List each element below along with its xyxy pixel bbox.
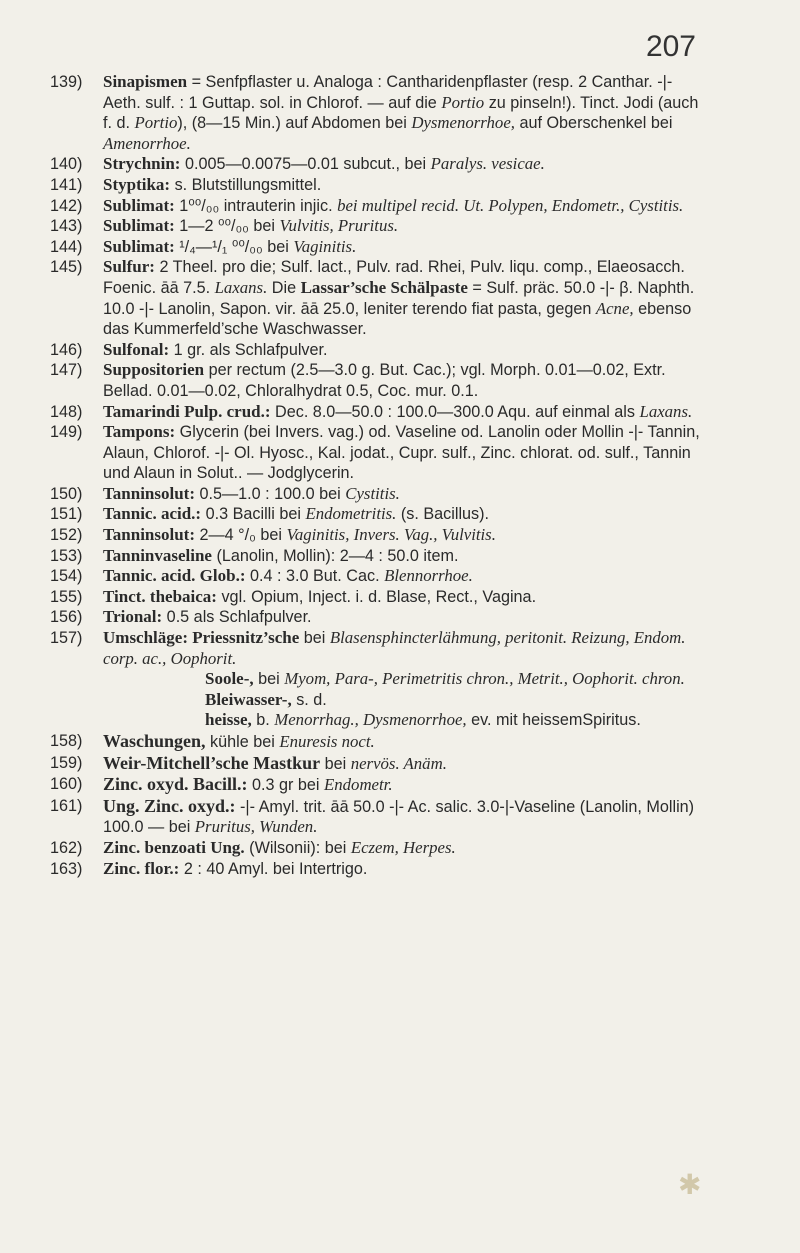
entry (50, 340, 710, 361)
entry-number: 160) (50, 775, 83, 794)
entry-number: 154) (50, 567, 83, 586)
entry-text: = Senfpflaster u. Analoga : Cantharidenpflaster (resp. 2 Canthar. -|- Aeth. sulf. : 1 Guttap. sol. in Chlorof. — auf die (103, 73, 673, 112)
entry (50, 402, 710, 423)
entry (50, 796, 710, 838)
entry (50, 859, 710, 880)
sub-entry (50, 710, 710, 731)
entry-italic-text: Portio (441, 92, 485, 112)
entry-term: Trional: (103, 607, 163, 627)
entry-term: Styptika: (103, 174, 171, 194)
entry-italic-text: Myom, Para-, Perimetritis chron., Metrit., Oophorit. chron. (284, 669, 685, 689)
entry-term: Tanninsolut: (103, 525, 195, 545)
entry-number: 146) (50, 340, 83, 359)
entry-term: Lassar’sche Schälpaste (300, 277, 468, 297)
entry-text: vgl. Opium, Inject. i. d. Blase, Rect., Vagina. (216, 587, 537, 606)
entry-number: 150) (50, 484, 83, 503)
entry-italic-text: nervös. Anäm. (350, 753, 447, 773)
entry-term: Sinapismen (103, 72, 188, 91)
entry-number: 151) (50, 505, 83, 524)
entry (50, 360, 710, 401)
entry-text: 2 Theel. pro die; Sulf. lact., Pulv. rad. Rhei, Pulv. liqu. comp., Elaeosacch. Foenic. āā 7.5. (103, 258, 685, 297)
entry-text: (s. Bacillus). (396, 505, 490, 524)
entry-list (50, 72, 710, 879)
entry-term: Tamarindi Pulp. crud.: (103, 401, 271, 421)
entry-text: kühle bei (205, 733, 280, 751)
entry-number: 159) (50, 753, 83, 772)
entry-term: Tanninvaseline (103, 545, 212, 565)
entry-term: Strychnin: (103, 154, 181, 174)
ink-mark-icon: ✱ (678, 1170, 702, 1201)
entry-text: (Lanolin, Mollin): 2—4 : 50.0 item. (211, 546, 459, 565)
entry-text: 0.4 : 3.0 But. Cac. (245, 567, 385, 586)
entry-italic-text: Endometr. (324, 775, 393, 795)
entry-italic-text: Endometritis. (305, 504, 397, 524)
entry-term: Bleiwasser-, (205, 689, 292, 709)
entry-text: (Wilsonii): bei (244, 838, 351, 857)
entry-italic-text: Pruritus, Wunden. (194, 817, 318, 837)
entry-text: 1⁰⁰/₀₀ intrauterin injic. (174, 196, 338, 215)
entry-text: 2—4 °/₀ bei (194, 526, 287, 545)
entry-term: Tannic. acid.: (103, 504, 202, 524)
entry-text: = Sulf. präc. 50.0 -|- β. Naphth. 10.0 -|- Lanolin, Sapon. vir. āā 25.0, leniter terendo fiat pasta, gegen (103, 278, 695, 318)
entry-text: 0.5—1.0 : 100.0 bei (194, 484, 346, 503)
entry-number: 147) (50, 361, 83, 380)
entry-term: Suppositorien (103, 360, 205, 380)
entry-number: 157) (50, 629, 83, 648)
entry-text: bei (299, 629, 330, 648)
entry-text: ev. mit heissemSpiritus. (466, 711, 641, 730)
entry-text: Die (267, 278, 301, 297)
entry-text: 0.3 Bacilli bei (201, 505, 306, 524)
entry-italic-text: Eczem, Herpes. (350, 837, 456, 857)
entry-text: 1—2 ⁰⁰/₀₀ bei (174, 217, 280, 236)
entry-number: 141) (50, 175, 83, 194)
entry-text: 2 : 40 Amyl. bei Intertrigo. (179, 859, 368, 878)
entry-number: 145) (50, 258, 83, 277)
entry (50, 175, 710, 196)
entry (50, 257, 710, 339)
entry-italic-text: bei multipel recid. Ut. Polypen, Endometr., Cystitis. (337, 195, 684, 215)
entry (50, 546, 710, 567)
entry-italic-text: Menorrhag., Dysmenorrhoe, (274, 710, 467, 730)
entry (50, 774, 710, 796)
entry-text: s. Blutstillungsmittel. (170, 175, 322, 194)
entry-italic-text: Amenorrhoe. (103, 133, 191, 153)
entry-term: Sulfur: (103, 257, 155, 277)
entry-text: per rectum (2.5—3.0 g. But. Cac.); vgl. Morph. 0.01—0.02, Extr. Bellad. 0.01—0.02, Chloralhydrat 0.5, Coc. mur. 0.1. (103, 361, 666, 400)
entry-term: Zinc. benzoati Ung. (103, 837, 245, 857)
entry-text: ¹/₄—¹/₁ ⁰⁰/₀₀ bei (174, 237, 294, 256)
entry-number: 139) (50, 73, 83, 91)
entry-italic-text: Laxans. (639, 401, 693, 421)
entry-number: 144) (50, 237, 83, 256)
entry-italic-text: Laxans. (214, 277, 268, 297)
entry (50, 237, 710, 258)
entry-italic-text: Vaginitis. (293, 236, 357, 256)
entry-italic-text: Cystitis. (345, 483, 400, 503)
entry-text: s. d. (291, 690, 327, 709)
entry-term: Tinct. thebaica: (103, 586, 217, 606)
entry-italic-text: Acne, (595, 298, 634, 318)
entry-term: Zinc. flor.: (103, 858, 180, 878)
entry-number: 143) (50, 217, 83, 236)
entry-italic-text: Vaginitis, Invers. Vag., Vulvitis. (286, 525, 496, 545)
entry-text: 1 gr. als Schlafpulver. (169, 340, 328, 359)
entry-number: 153) (50, 546, 83, 565)
entry-text: ), (8—15 Min.) auf Abdomen bei (177, 114, 412, 133)
entry-term: heisse, (205, 710, 252, 730)
entry-italic-text: Portio (134, 113, 178, 133)
entry (50, 422, 710, 484)
entry-term: Tampons: (103, 422, 176, 442)
entry-italic-text: Blennorrhoe. (384, 566, 473, 586)
entry-italic-text: Enuresis noct. (279, 732, 375, 751)
entry (50, 731, 710, 753)
entry-term: Sublimat: (103, 216, 175, 236)
entry (50, 838, 710, 859)
entry-italic-text: Paralys. vesicae. (430, 154, 545, 174)
entry (50, 753, 710, 775)
entry (50, 566, 710, 587)
entry-term: Waschungen, (103, 731, 206, 751)
entry (50, 628, 710, 669)
entry-number: 163) (50, 859, 83, 878)
entry-text: bei (253, 670, 285, 689)
entry-term: Tanninsolut: (103, 483, 195, 503)
entry (50, 484, 710, 505)
entry-text: ebenso das Kummerfeld’sche Waschwasser. (103, 299, 692, 339)
entry-number: 155) (50, 587, 83, 606)
entry-number: 156) (50, 608, 83, 627)
entry-number: 142) (50, 196, 83, 215)
entry-italic-text: Dysmenorrhoe, (411, 113, 515, 133)
entry-text: 0.5 als Schlafpulver. (162, 608, 312, 627)
page-number: 207 (645, 30, 696, 63)
entry-term: Tannic. acid. Glob.: (103, 566, 246, 586)
entry-number: 161) (50, 796, 83, 815)
entry-text: Glycerin (bei Invers. vag.) od. Vaseline od. Lanolin oder Mollin -|- Tannin, Alaun, Chlorof. -|- Ol. Hyosc., Kal. jodat., Cupr. sulf., Zinc. chlorat. od. sulf., Tannin und Alaun in Solut.. — Jodglycerin. (103, 423, 700, 483)
entry-text: auf Oberschenkel bei (514, 114, 673, 133)
entry-term: Sublimat: (103, 195, 175, 215)
entry (50, 587, 710, 608)
entry-italic-text: Vulvitis, Pruritus. (279, 216, 399, 236)
entry-text: 0.005—0.0075—0.01 subcut., bei (180, 155, 431, 174)
entry-text: bei (320, 754, 351, 773)
entry-italic-text: Blasensphincterlähmung, peritonit. Reizung, Endom. corp. ac., Oophorit. (103, 628, 686, 668)
entry-number: 162) (50, 838, 83, 857)
entry (50, 525, 710, 546)
entry-number: 158) (50, 732, 83, 750)
entry-term: Soole-, (205, 669, 254, 689)
entry-term: Weir-Mitchell’sche Mastkur (103, 752, 321, 773)
entry (50, 72, 710, 154)
entry-number: 140) (50, 155, 83, 174)
entry-term: Ung. Zinc. oxyd.: (103, 795, 236, 816)
sub-entry (50, 690, 710, 711)
entry-number: 148) (50, 402, 83, 421)
sub-entry (50, 669, 710, 690)
entry-term: Sulfonal: (103, 339, 170, 359)
entry (50, 216, 710, 237)
entry (50, 154, 710, 175)
entry-text: -|- Amyl. trit. āā 50.0 -|- Ac. salic. 3.0-|-Vaseline (Lanolin, Mollin) 100.0 — bei (103, 797, 695, 837)
entry (50, 607, 710, 628)
entry-number: 152) (50, 526, 83, 545)
entry-text: Dec. 8.0—50.0 : 100.0—300.0 Aqu. auf einmal als (270, 402, 640, 421)
entry-text: zu pinseln!). Tinct. Jodi (auch f. d. (103, 93, 699, 133)
entry-term: Zinc. oxyd. Bacill.: (103, 774, 248, 795)
entry-term: Umschläge: Priessnitz’sche (103, 628, 300, 648)
entry-term: Sublimat: (103, 236, 175, 256)
entry-text: 0.3 gr bei (247, 776, 325, 795)
entry (50, 196, 710, 217)
entry (50, 504, 710, 525)
entry-number: 149) (50, 423, 83, 442)
entry-text: b. (251, 711, 275, 730)
